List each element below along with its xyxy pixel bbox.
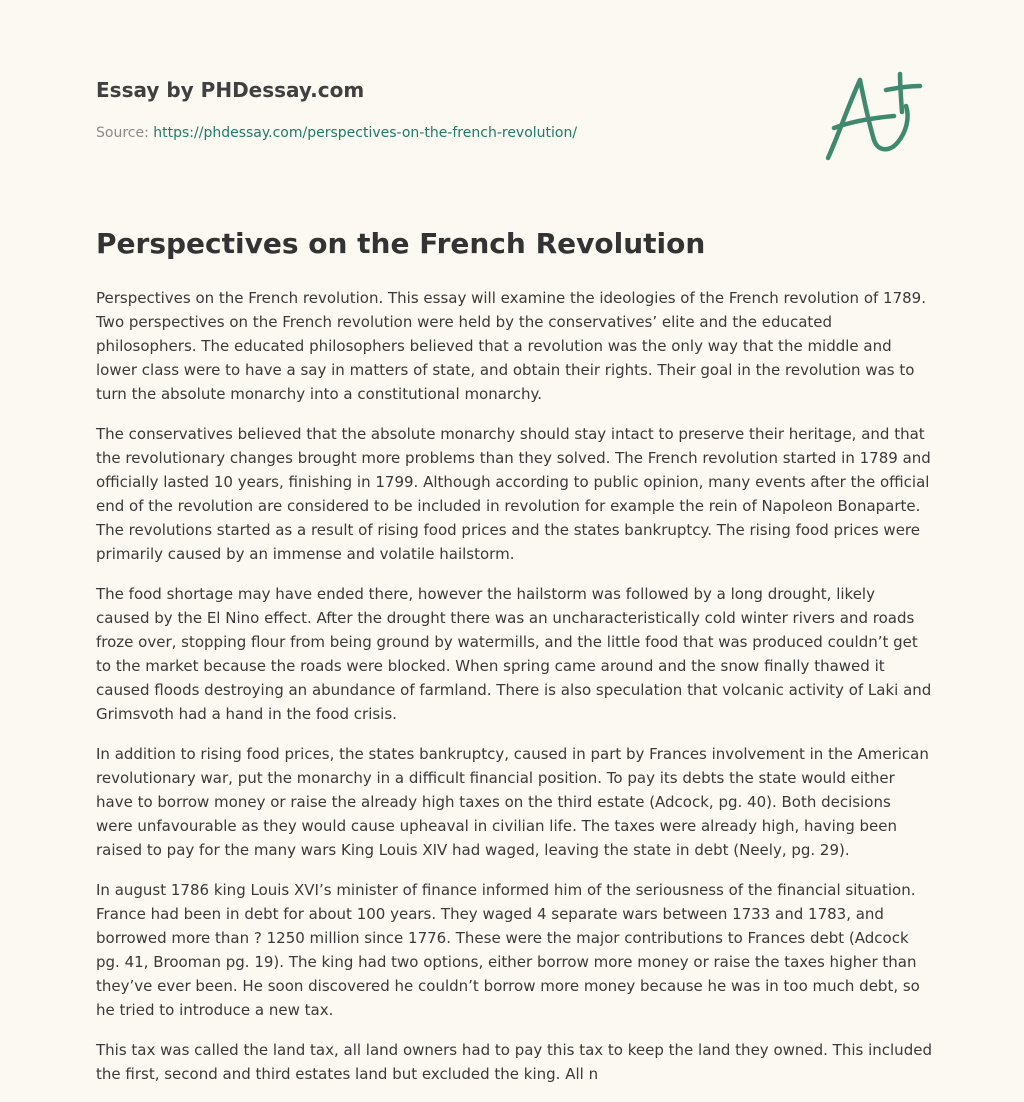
article-paragraph: The conservatives believed that the absolute monarchy should stay intact to preserve their heritage, and that the revolutionary changes brought more problems than they solved. The French revolution started in 1789 and officially lasted 10 years, finishing in 1799. Although according to public opinion, many events after the official end of the revolution are considered to be included in revolution for example the rein of Napoleon Bonaparte. The revolutions started as a result of rising food prices and the states bankruptcy. The rising food prices were primarily caused by an immense and volatile hailstorm.	[96, 425, 931, 563]
source-label: Source:	[96, 125, 149, 141]
article-paragraph: This tax was called the land tax, all land owners had to pay this tax to keep the land they owned. This included the first, second and third estates land but excluded the king. All n	[96, 1041, 932, 1083]
article-paragraph: The food shortage may have ended there, however the hailstorm was followed by a long drought, likely caused by the El Nino effect. After the drought there was an uncharacteristically cold winter rivers and roads froze over, stopping flour from being ground by watermills, and the little food that was produced couldn’t get to the market because the roads were blocked. When spring came around and the snow finally thawed it caused floods destroying an abundance of farmland. There is also speculation that volcanic activity of Laki and Grimsvoth had a hand in the food crisis.	[96, 585, 932, 723]
brand-title: Essay by PHDessay.com	[96, 78, 365, 102]
article-body	[96, 286, 932, 1102]
article-paragraph: In august 1786 king Louis XVI’s minister of finance informed him of the seriousness of the financial situation. France had been in debt for about 100 years. They waged 4 separate wars between 1733 and 1783, and borrowed more than ? 1250 million since 1776. These were the major contributions to Frances debt (Adcock pg. 41, Brooman pg. 19). The king had two options, either borrow more money or raise the taxes higher than they’ve ever been. He soon discovered he couldn’t borrow more money because he was in too much debt, so he tried to introduce a new tax.	[96, 881, 920, 1019]
a-plus-logo-icon	[820, 66, 930, 166]
source-line	[96, 124, 836, 142]
article-paragraph: Perspectives on the French revolution. This essay will examine the ideologies of the French revolution of 1789. Two perspectives on the French revolution were held by the conservatives’ elite and the educated philosophers. The educated philosophers believed that a revolution was the only way that the middle and lower class were to have a say in matters of state, and obtain their rights. Their goal in the revolution was to turn the absolute monarchy into a constitutional monarchy.	[96, 289, 926, 403]
a-plus-logo-svg	[820, 66, 930, 166]
article-paragraph: In addition to rising food prices, the states bankruptcy, caused in part by Frances involvement in the American revolutionary war, put the monarchy in a difficult financial position. To pay its debts the state would either have to borrow money or raise the already high taxes on the third estate (Adcock, pg. 40). Both decisions were unfavourable as they would cause upheaval in civilian life. The taxes were already high, having been raised to pay for the many wars King Louis XIV had waged, leaving the state in debt (Neely, pg. 29).	[96, 745, 929, 859]
page-header	[96, 76, 836, 142]
source-link[interactable]: https://phdessay.com/perspectives-on-the-french-revolution/	[153, 125, 578, 141]
article-title: Perspectives on the French Revolution	[96, 227, 706, 260]
